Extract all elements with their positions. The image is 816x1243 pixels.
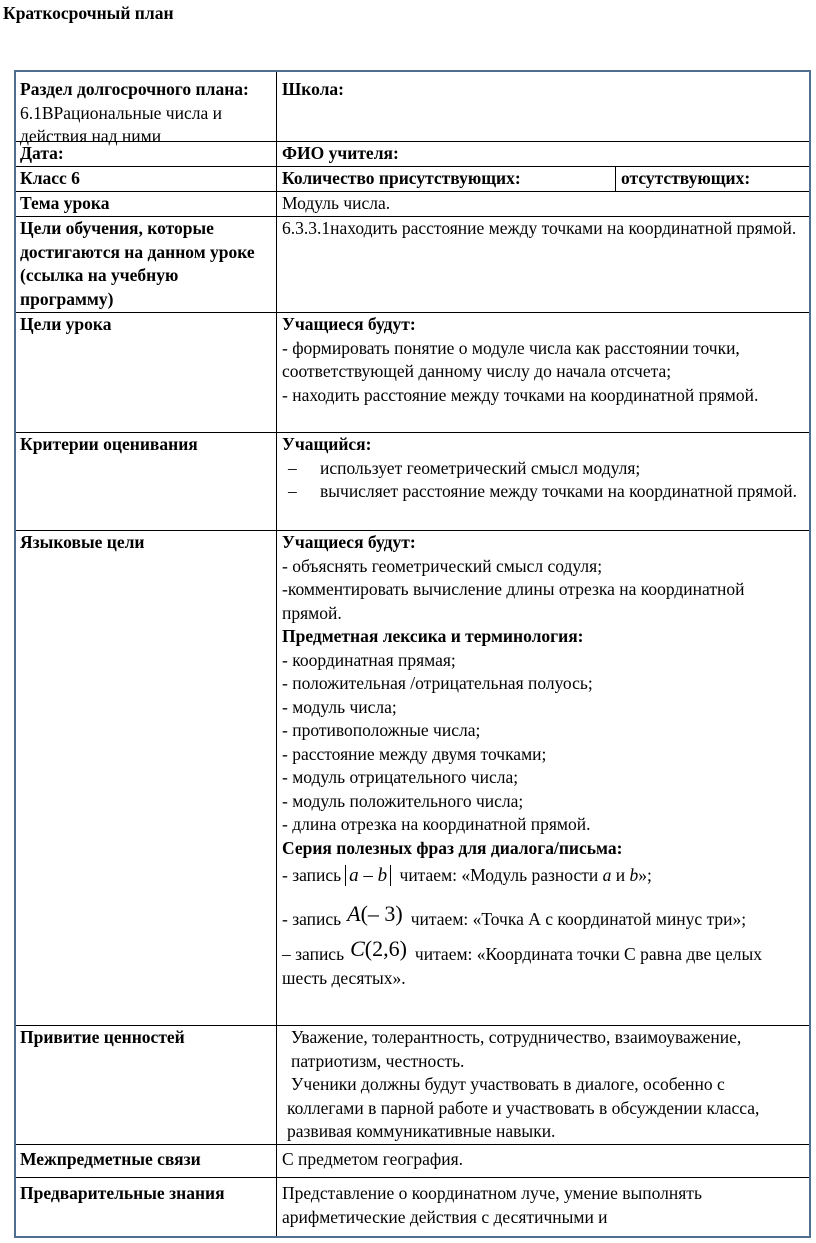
point-a-arg: (– 3): [360, 900, 403, 926]
plan-table: [14, 70, 811, 1238]
dash-bullet: –: [288, 457, 297, 478]
phrase-1-b: b: [629, 865, 639, 885]
language-goal-1: - объяснять геометрический смысл содуля;: [282, 555, 603, 576]
document-title: Краткосрочный план: [3, 3, 174, 23]
lexicon-item: - длина отрезка на координатной прямой.: [282, 814, 591, 834]
lesson-goals-heading: Учащиеся будут:: [282, 314, 416, 334]
row-interdisciplinary: [16, 1144, 809, 1177]
lexicon-item: - модуль положительного числа;: [282, 790, 524, 811]
phrase-1-pre: - запись: [282, 865, 342, 885]
values-line-2: Ученики должны будут участвовать в диалоге, особенно с коллегами в парной работе и участвовать в обсуждении класса, развивая коммуникативные навыки.: [287, 1074, 760, 1141]
dash-bullet: –: [288, 481, 297, 501]
row-date: [16, 141, 809, 166]
lexicon-item: - положительная /отрицательная полуось;: [282, 673, 593, 693]
point-c-letter: C: [350, 936, 365, 961]
point-a-letter: A: [347, 900, 361, 926]
row-language-goals: [16, 530, 809, 1025]
section-cell: [16, 72, 277, 146]
assessment-heading: Учащийся:: [282, 434, 372, 454]
class-label: Класс 6: [16, 167, 277, 191]
lexicon-item: - модуль отрицательного числа;: [282, 767, 519, 787]
teacher-label: ФИО учителя:: [282, 143, 399, 163]
phrase-1: [282, 864, 805, 888]
school-label: Школа:: [282, 79, 344, 99]
assessment-criteria-cell: [277, 433, 809, 530]
criteria-item: [282, 457, 805, 481]
point-c-arg: (2,6): [364, 936, 407, 961]
topic-label: Тема урока: [16, 192, 277, 216]
prior-knowledge-value: Представление о координатном луче, умение выполнять арифметические действия с десятичными и: [282, 1183, 702, 1227]
date-label: Дата:: [16, 142, 277, 166]
criteria-text: использует геометрический смысл модуля;: [320, 457, 641, 478]
phrases-heading: Серия полезных фраз для диалога/письма:: [282, 837, 623, 858]
row-learning-objectives: [16, 216, 809, 312]
prior-knowledge-label: Предварительные знания: [16, 1178, 277, 1236]
phrase-2: [282, 902, 805, 932]
lexicon-item: - противоположные числа;: [282, 720, 481, 740]
phrase-1-end: »;: [638, 865, 652, 885]
criteria-item: [282, 480, 805, 504]
lesson-goals-cell: [277, 313, 809, 432]
phrase-1-text: читаем: «Модуль разности: [395, 865, 603, 885]
learning-objectives-value: 6.3.3.1находить расстояние между точками на координатной прямой.: [282, 218, 797, 238]
learning-objectives-label: Цели обучения, которые достигаются на данном уроке (ссылка на учебную программу): [16, 217, 277, 312]
values-cell: [277, 1026, 809, 1144]
row-prior-knowledge: [16, 1177, 809, 1236]
phrase-3-pre: – запись: [282, 944, 345, 964]
language-goal-2: -комментировать вычисление длины отрезка на координатной прямой.: [282, 579, 745, 623]
phrase-3-text: читаем: «Координата точки С равна две целых шесть десятых».: [282, 944, 762, 988]
lexicon-heading: Предметная лексика и терминология:: [282, 626, 584, 646]
row-section: [16, 72, 809, 146]
point-c-formula: [350, 937, 407, 961]
row-topic: [16, 191, 809, 216]
phrase-1-a: a: [602, 865, 612, 885]
row-assessment-criteria: [16, 432, 809, 530]
interdisciplinary-label: Межпредметные связи: [16, 1145, 277, 1177]
present-label: Количество присутствующих:: [277, 167, 616, 191]
phrase-1-and: и: [611, 865, 630, 885]
lesson-goal-2: - находить расстояние между точками на координатной прямой.: [282, 384, 759, 405]
row-lesson-goals: [16, 312, 809, 432]
abs-difference-formula: a – b: [345, 865, 391, 886]
interdisciplinary-value: С предметом география.: [282, 1149, 464, 1169]
values-label: Привитие ценностей: [16, 1026, 277, 1144]
lesson-goals-label: Цели урока: [16, 313, 277, 432]
values-line-1: Уважение, толерантность, сотрудничество, взаимоуважение, патриотизм, честность.: [291, 1027, 742, 1071]
language-goals-cell: [277, 531, 809, 1025]
point-a-formula: [347, 902, 403, 926]
phrase-2-pre: - запись: [282, 908, 342, 929]
lesson-goal-1: - формировать понятие о модуле числа как расстоянии точки, соответствующей данному числу до начала отсчета;: [282, 337, 740, 381]
language-goals-heading: Учащиеся будут:: [282, 532, 416, 552]
phrase-2-text: читаем: «Точка А с координатой минус три»;: [410, 908, 747, 929]
section-label: Раздел долгосрочного плана:: [20, 79, 249, 99]
section-value: 6.1ВРациональные числа и действия над ними: [20, 102, 222, 146]
lexicon-item: - координатная прямая;: [282, 649, 456, 670]
absent-label: отсутствующих:: [621, 168, 751, 188]
topic-value: Модуль числа.: [282, 193, 391, 213]
lexicon-item: - расстояние между двумя точками;: [282, 743, 547, 764]
lexicon-item: - модуль числа;: [282, 696, 397, 717]
language-goals-label: Языковые цели: [16, 531, 277, 1025]
row-class: [16, 166, 809, 191]
attendance-cell: [277, 167, 809, 191]
row-values: [16, 1025, 809, 1144]
criteria-text: вычисляет расстояние между точками на координатной прямой.: [320, 481, 797, 501]
phrase-3: [282, 937, 805, 990]
assessment-criteria-label: Критерии оценивания: [16, 433, 277, 530]
